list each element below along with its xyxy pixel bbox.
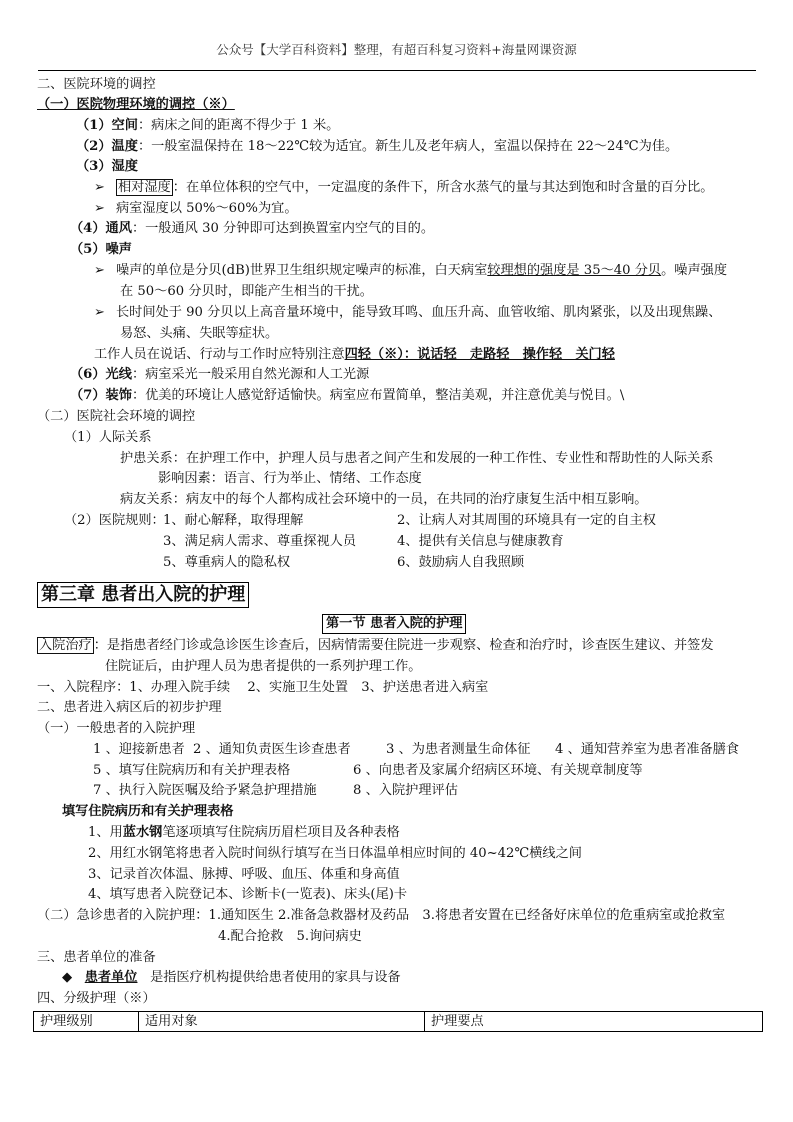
patient-unit-title: 三、患者单位的准备: [37, 950, 156, 965]
item-decoration-label: （7）装饰: [70, 388, 132, 403]
graded-care-table: [33, 1011, 763, 1032]
four-light-rule: [94, 346, 615, 364]
general-item: 3 、为患者测量生命体征: [386, 742, 531, 757]
table-header-cell: 护理级别: [34, 1012, 139, 1032]
rule-item: 5、尊重病人的隐私权: [163, 555, 291, 570]
noise-standard-text: 噪声的单位是分贝(dB)世界卫生组织规定噪声的标准，白天病室: [116, 263, 488, 278]
item-space-text: ：病床之间的距离不得少于 1 米。: [137, 118, 340, 133]
item-temperature-text: ：一般室温保持在 18～22℃较为适宜。新生儿及老年病人，室温以保持在 22～24℃为佳。: [137, 139, 679, 154]
fill-step: 2、用红水钢笔将患者入院时间纵行填写在当日体温单相应时间的 40~42℃横线之间: [88, 846, 582, 861]
four-light-intro: 工作人员在说话、行动与工作时应特别注意: [94, 347, 345, 362]
rule-item: 6、鼓励病人自我照顾: [397, 555, 525, 570]
four-light-items: 四轻（※）：说话轻 走路轻 操作轻 关门轻: [344, 347, 615, 362]
graded-care-title: 四、分级护理（※）: [37, 991, 156, 1006]
item-noise-label: （5）噪声: [70, 242, 132, 257]
item-decoration-text: ：优美的环境让人感觉舒适愉快。病室应布置简单，整洁美观，并注意优美与悦目。\: [131, 388, 625, 403]
table-header-cell: 护理要点: [425, 1012, 763, 1032]
fill-step-1-pre: 1、用: [88, 825, 123, 840]
emergency-admission: （二）急诊患者的入院护理：1.通知医生 2.准备急救器材及药品 3.将患者安置在已经备好床单位的危重病室或抢救室: [37, 908, 726, 923]
admission-procedure: 一、入院程序：1、办理入院手续 2、实施卫生处置 3、护送患者进入病室: [37, 680, 489, 695]
noise-effects: [94, 304, 721, 322]
header-rule: [38, 70, 756, 71]
term-patient-unit: 患者单位: [84, 970, 138, 985]
item-decoration: [70, 387, 624, 405]
arrow-bullet-icon: ➢: [94, 201, 106, 216]
hospital-rules-label: （2）医院规则：: [64, 513, 165, 528]
chapter-title: 第三章 患者出入院的护理: [37, 582, 249, 608]
noise-standard-ideal: 较理想的强度是 35～40 分贝: [487, 263, 662, 278]
fill-step-1-post: 笔逐项填写住院病历眉栏项目及各种表格: [162, 825, 400, 840]
item-temperature-label: （2）温度: [76, 139, 138, 154]
item-lighting-text: ：病室采光一般采用自然光源和人工光源: [131, 367, 370, 382]
humidity-definition: [94, 179, 713, 197]
humidity-range-text: 病室湿度以 50%～60%为宜。: [116, 201, 298, 216]
humidity-range: [94, 200, 298, 218]
fill-records-title: 填写住院病历和有关护理表格: [62, 804, 234, 819]
general-item: 6 、向患者及家属介绍病区环境、有关规章制度等: [353, 763, 643, 778]
admission-definition-cont: 住院证后，由护理人员为患者提供的一系列护理工作。: [105, 659, 422, 674]
page-header: 公众号【大学百科资料】整理，有超百科复习资料+海量网课资源: [216, 42, 577, 57]
term-admission-treatment: 入院治疗: [39, 638, 92, 653]
rule-item: 2、让病人对其周围的环境具有一定的自主权: [397, 513, 656, 528]
patient-unit-definition-text: 是指医疗机构提供给患者使用的家具与设备: [150, 970, 401, 985]
arrow-bullet-icon: ➢: [94, 263, 106, 278]
item-humidity-label: （3）湿度: [76, 159, 138, 174]
arrow-bullet-icon: ➢: [94, 305, 106, 320]
nurse-patient-relation: 护患关系：在护理工作中，护理人员与患者之间产生和发展的一种工作性、专业性和帮助性的人际关系: [120, 451, 714, 466]
table-header-cell: 适用对象: [139, 1012, 425, 1032]
general-item: 4 、通知营养室为患者准备膳食: [555, 742, 740, 757]
general-item: 2 、通知负责医生诊查患者: [193, 742, 351, 757]
general-item: 7 、执行入院医嘱及给予紧急护理措施: [93, 783, 317, 798]
section-title: 第一节 患者入院的护理: [322, 614, 466, 634]
fill-step: 4、填写患者入院登记本、诊断卡(一览表)、床头(尾)卡: [88, 887, 408, 902]
term-relative-humidity: 相对湿度: [118, 180, 171, 195]
rule-item: 3、满足病人需求、尊重探视人员: [163, 534, 357, 549]
general-item: 5 、填写住院病历和有关护理表格: [93, 763, 291, 778]
fill-step-1-pen: 蓝水钢: [122, 825, 163, 840]
item-ventilation: [70, 220, 434, 238]
section-title-hospital-env: 二、医院环境的调控: [37, 77, 156, 92]
noise-standard-cont: 在 50～60 分贝时，即能产生相当的干扰。: [120, 284, 373, 299]
admission-definition-text: ：是指患者经门诊或急诊医生诊查后，因病情需要住院进一步观察、检查和治疗时，诊查医生建议、并签发: [93, 638, 714, 653]
patient-patient-relation: 病友关系：病友中的每个人都构成社会环境中的一员，在共同的治疗康复生活中相互影响。: [120, 492, 648, 507]
rule-item: 1、耐心解释，取得理解: [163, 513, 304, 528]
item-space: [76, 117, 339, 135]
item-ventilation-label: （4）通风: [70, 221, 132, 236]
general-item: 1 、迎接新患者: [93, 742, 185, 757]
influencing-factors: 影响因素：语言、行为举止、情绪、工作态度: [158, 471, 422, 486]
item-ventilation-text: ：一般通风 30 分钟即可达到换置室内空气的目的。: [131, 221, 435, 236]
table-header-row: [34, 1012, 763, 1032]
fill-step: 3、记录首次体温、脉搏、呼吸、血压、体重和身高值: [88, 867, 400, 882]
humidity-definition-text: ：在单位体积的空气中，一定温度的条件下，所含水蒸气的量与其达到饱和时含量的百分比。: [172, 180, 714, 195]
noise-standard-tail: 。噪声强度: [661, 263, 728, 278]
item-lighting: [70, 366, 369, 384]
item-lighting-label: （6）光线: [70, 367, 132, 382]
general-patient-title: （一）一般患者的入院护理: [37, 721, 196, 736]
interpersonal-title: （1）人际关系: [64, 430, 152, 445]
noise-effects-cont: 易怒、头痛、失眠等症状。: [120, 326, 279, 341]
rule-item: 4、提供有关信息与健康教育: [397, 534, 564, 549]
patient-unit-definition: [62, 969, 401, 987]
admission-definition: [37, 637, 714, 655]
item-space-label: （1）空间: [76, 118, 138, 133]
subsection-social-env: （二）医院社会环境的调控: [37, 409, 196, 424]
arrow-bullet-icon: ➢: [94, 180, 106, 195]
diamond-bullet-icon: ◆: [62, 970, 73, 985]
emergency-admission-cont: 4.配合抢救 5.询问病史: [218, 929, 362, 944]
general-item: 8 、入院护理评估: [353, 783, 458, 798]
item-temperature: [76, 138, 678, 156]
subsection-physical-env: （一）医院物理环境的调控（※）: [37, 97, 235, 112]
fill-step: [88, 824, 400, 842]
noise-effects-text: 长时间处于 90 分贝以上高音量环境中，能导致耳鸣、血压升高、血管收缩、肌肉紧张，以及出现焦躁、: [116, 305, 722, 320]
initial-care-title: 二、患者进入病区后的初步护理: [37, 700, 222, 715]
noise-standard: [94, 262, 727, 280]
